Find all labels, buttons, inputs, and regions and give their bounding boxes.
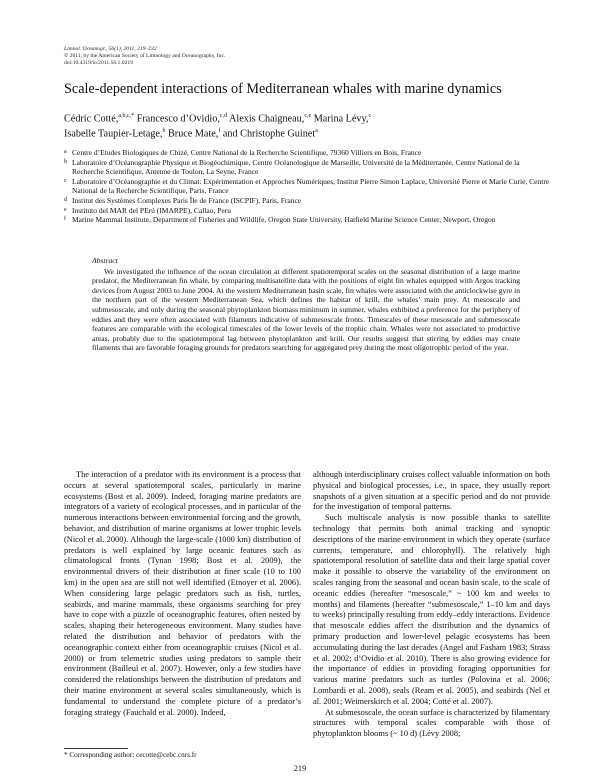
author-affiliation-marks: c,e (304, 113, 312, 119)
abstract-heading: Abstract (92, 256, 118, 265)
affiliation-letter: c (64, 177, 67, 184)
author-affiliation-marks: a (315, 128, 318, 135)
affiliation-item (64, 158, 550, 177)
page-number: 219 (293, 764, 307, 773)
affiliation-item (64, 206, 550, 216)
body-paragraph: although interdisciplinary cruises collect valuable information on both physical and biological processes, i.e., in space, they usually report snapshots of a given situation at a specific period and do not provide for the investigation of temporal patterns. (313, 470, 550, 512)
author-affiliation-marks: f (218, 128, 221, 135)
author-name: Isabelle Taupier-Letage, (64, 128, 163, 140)
journal-citation: Limnol. Oceanogr., 56(1), 2011, 219–232 (64, 46, 157, 52)
affiliation-text: Institut des Systèmes Complexes Paris Île de France (ISCPIF), Paris, France (72, 195, 302, 205)
author-name: Alexis Chaigneau, (227, 113, 305, 125)
abstract-text: We investigated the influence of the ocean circulation at different spatiotemporal scales on the seasonal distribution of a large marine predator, the Mediterranean fin whale, by comparing multisatellite data with the positions of eight fin whales equipped with Argos tracking devices from August 2003 to June 2004. At the western Mediterranean basin scale, fin whales were associated with the anticlockwise gyre in the northern part of the western Mediterranean Sea, which defines the habitat of krill, the whales’ main prey. At mesoscale and submesoscale, and only during the seasonal phytoplankton biomass minimum in summer, whales exhibited a preference for the periphery of eddies and they were often associated with filaments indicative of submesoscale fronts. Timescales of these mesoscale and submesoscale features are comparable with the ecological timescales of the lower levels of the trophic chain. Whales were not associated to productive areas, probably due to the spatiotemporal lag between phytoplankton and krill. Our results suggest that stirring by eddies may create filaments that are favorable foraging grounds for predators searching for aggregated prey during the most oligotrophic period of the year. (92, 266, 520, 353)
author-list (64, 110, 544, 141)
copyright-line: © 2011, by the American Society of Limnology and Oceanography, Inc. (64, 53, 226, 59)
author-name: and Christophe Guinet (220, 128, 316, 140)
article-title: Scale-dependent interactions of Mediterranean whales with marine dynamics (64, 81, 502, 97)
affiliation-letter: e (64, 206, 67, 213)
affiliation-text: Marine Mammal Institute, Department of Fisheries and Wildlife, Oregon State University, Hatfield Marine Science Center, Newport, Oregon (72, 215, 496, 225)
affiliation-letter: a (64, 149, 67, 155)
affiliation-letter: d (64, 196, 67, 203)
body-paragraph: At submesoscale, the ocean surface is characterized by filamentary structures with temporal scales comparable with those of phytoplankton blooms (~ 10 d) (Lévy 2008; (313, 707, 550, 739)
author-affiliation-marks: c (368, 113, 372, 119)
affiliation-item (64, 148, 550, 158)
corresponding-author-footnote: * Corresponding author: cecotte@cebc.cnrs.fr (64, 751, 197, 759)
affiliation-text: Laboratoire d’Océanographie Physique et Biogéochimique, Centre Océanologique de Marseille, Université de la Méditerranée, Centre National de la Recherche Scientifique, Antenne de Toulon, La Seyne, France (72, 157, 520, 177)
author-name: Marina Lévy, (311, 113, 369, 125)
doi-line: doi:10.4319/lo.2011.56.1.0219 (64, 60, 133, 66)
body-paragraph: Such multiscale analysis is now possible thanks to satellite technology that permits both animal tracking and synoptic descriptions of the marine environment in which they operate (surface currents, temperature, and chlorophyll). The relatively high spatiotemporal resolution of satellite data and their large spatial cover make it possible to observe the variability of the environment on scales ranging from the seasonal and ocean basin scale, to the scale of oceanic eddies (hereafter “mesoscale,” ~ 100 km and weeks to months) and filaments (hereafter “submesoscale,” 1–10 km and days to weeks) principally resulting from eddy–eddy interactions. Evidence that mesoscale eddies affect the distribution and the dynamics of primary production and lower-level pelagic ecosystems has been accumulating during the last decades (Angel and Fasham 1983; Strass et al. 2002; d’Ovidio et al. 2010). There is also growing evidence for the importance of eddies in providing foraging opportunities for various marine predators such as turtles (Polovina et al. 2006; Lombardi et al. 2008), seals (Ream et al. 2005), and seabirds (Nel et al. 2001; Weimerskirch et al. 2004; Cotté et al. 2007). (313, 513, 550, 706)
affiliation-letter: f (64, 216, 66, 223)
affiliation-item (64, 177, 550, 196)
author-name: Francesco d’Ovidio, (134, 113, 220, 125)
affiliation-text: Instituto del MAR del PErú (IMARPE), Callao, Peru (72, 205, 231, 215)
author-affiliation-marks: a,b,c,* (118, 113, 135, 119)
body-column-left (64, 470, 301, 718)
body-column-right (313, 470, 550, 740)
affiliation-list (64, 148, 550, 225)
affiliation-text: Laboratoire d’Océanographie et du Climat: Expérimentation et Approches Numériques, Institut Pierre Simon Laplace, Université Pierre et Marie Curie, Centre National de la Recherche Scientifique, Paris, France (72, 176, 550, 196)
body-paragraph: The interaction of a predator with its environment is a process that occurs at several spatiotemporal scales, particularly in marine ecosystems (Bost et al. 2009). Indeed, foraging marine predators are integrators of a variety of ecological processes, and in particular of the numerous interactions between environmental forcing and the growth, behavior, and distribution of marine organisms at lower trophic levels (Nicol et al. 2000). Although the large-scale (1000 km) distribution of predators is well explained by large oceanic features such as climatological fronts (Tynan 1998; Bost et al. 2009), the environmental drivers of their distribution at finer scale (10 to 100 km) in the open sea are still not well identified (Etnoyer et al. 2006). When considering large pelagic predators such as fish, turtles, seabirds, and marine mammals, these organisms searching for prey have to cope with a puzzle of oceanographic features, often nested by scales, shaping their heterogeneous environment. Many studies have related the distribution and behavior of predators with the oceanographic context either from oceanographic cruises (Nicol et al. 2000) or from telemetric studies using predators to sample their environment (Bailleul et al. 2007). However, only a few studies have considered the relationships between the distribution of predators and their marine environment at several scales simultaneously, which is fundamental to understand the complete picture of a predator’s foraging strategy (Fauchald et al. 2000). Indeed, (64, 470, 301, 717)
affiliation-text: Centre d’Etudes Biologiques de Chizé, Centre National de la Recherche Scientifique, 79360 Villiers en Bois, France (72, 148, 422, 157)
footnote-divider (64, 748, 128, 749)
abstract (92, 256, 520, 353)
journal-reference (64, 46, 225, 67)
author-affiliation-marks: b (162, 128, 166, 135)
affiliation-item (64, 196, 550, 206)
affiliation-letter: b (64, 158, 67, 165)
author-affiliation-marks: c,d (219, 113, 228, 119)
author-name: Bruce Mate, (165, 128, 219, 140)
author-name: Cédric Cotté, (64, 113, 119, 125)
affiliation-item (64, 215, 550, 225)
